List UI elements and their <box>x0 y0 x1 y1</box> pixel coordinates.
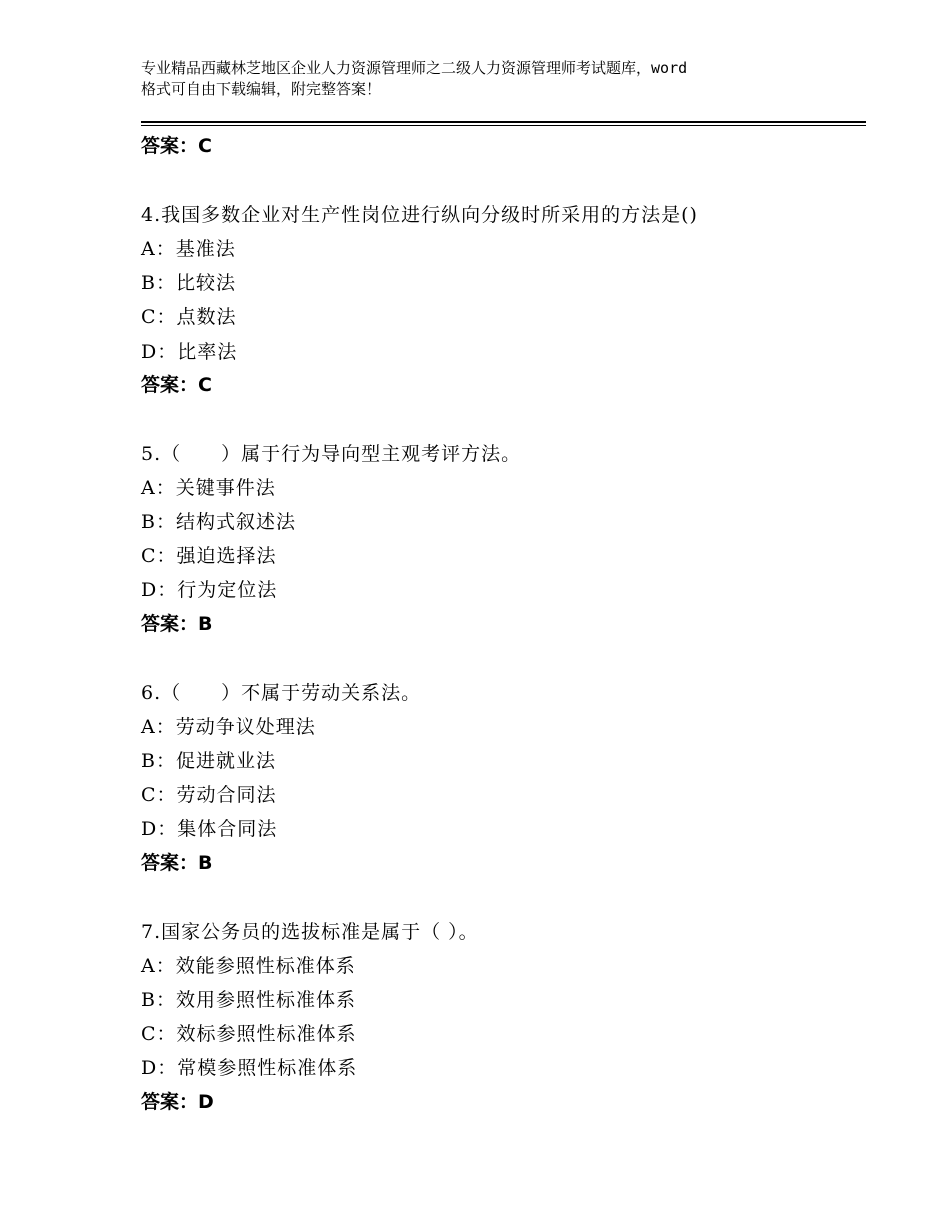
option-d: D：常模参照性标准体系 <box>141 1057 358 1079</box>
question-stem: 7.国家公务员的选拔标准是属于（ ）。 <box>141 921 479 943</box>
answer: 答案：B <box>141 852 213 874</box>
header-rule-thick <box>141 121 866 123</box>
answer: 答案：B <box>141 613 213 635</box>
prev-answer: 答案：C <box>141 135 212 157</box>
option-b: B：结构式叙述法 <box>141 511 296 533</box>
option-c: C：效标参照性标准体系 <box>141 1023 357 1045</box>
option-d: D：集体合同法 <box>141 818 278 840</box>
question-stem: 5.（ ）属于行为导向型主观考评方法。 <box>141 443 522 465</box>
option-c: C：劳动合同法 <box>141 784 277 806</box>
question-stem: 6.（ ）不属于劳动关系法。 <box>141 682 422 704</box>
answer: 答案：C <box>141 374 212 396</box>
question-stem: 4.我国多数企业对生产性岗位进行纵向分级时所采用的方法是() <box>141 204 698 226</box>
option-a: A：劳动争议处理法 <box>141 716 316 738</box>
option-c: C：强迫选择法 <box>141 545 277 567</box>
option-c: C：点数法 <box>141 306 237 328</box>
header-rule-thin <box>141 125 866 126</box>
header-line-2: 格式可自由下载编辑，附完整答案！ <box>141 80 382 98</box>
document-header <box>141 58 831 100</box>
option-a: A：关键事件法 <box>141 477 276 499</box>
option-b: B：效用参照性标准体系 <box>141 989 356 1011</box>
option-d: D：比率法 <box>141 341 238 363</box>
option-b: B：促进就业法 <box>141 750 276 772</box>
option-a: A：效能参照性标准体系 <box>141 955 356 977</box>
header-line-1: 专业精品西藏林芝地区企业人力资源管理师之二级人力资源管理师考试题库，word <box>141 59 688 77</box>
option-b: B：比较法 <box>141 272 236 294</box>
answer: 答案：D <box>141 1091 214 1113</box>
option-d: D：行为定位法 <box>141 579 278 601</box>
option-a: A：基准法 <box>141 238 236 260</box>
